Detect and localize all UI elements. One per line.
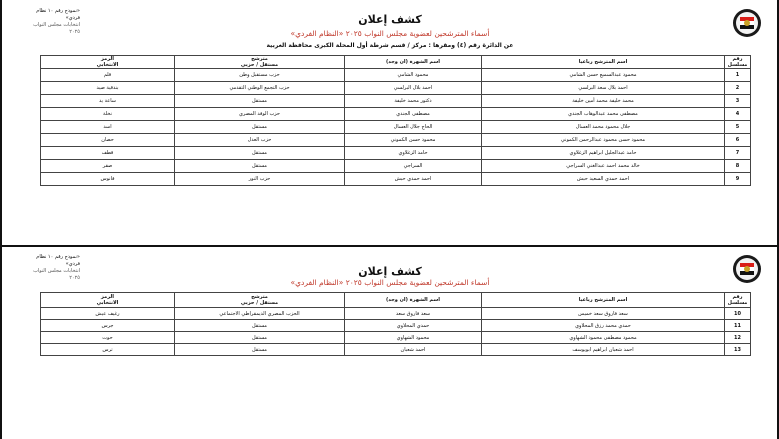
- fame-name: مصطفى الجندي: [345, 108, 482, 121]
- election-symbol: نخلة: [41, 108, 175, 121]
- table-row: [41, 95, 751, 108]
- row-num: 6: [725, 134, 751, 147]
- form-line-1: «نموذج رقم ١٠ نظام فردي»: [36, 8, 80, 21]
- candidates-table: [40, 55, 751, 186]
- table-row: [41, 134, 751, 147]
- page-border-left: [0, 0, 2, 245]
- election-symbol: حصان: [41, 134, 175, 147]
- table-row: [41, 147, 751, 160]
- egypt-emblem-icon: [733, 9, 761, 37]
- header-symbol: الرمز الانتخابي: [41, 56, 175, 69]
- party-name: مستقل: [175, 160, 345, 173]
- party-name: مستقل: [175, 121, 345, 134]
- party-name: مستقل: [175, 332, 345, 344]
- fame-name: الحاج جلال العسال: [345, 121, 482, 134]
- page-subtitle: أسماء المترشحين لعضوية مجلس النواب ٢٠٢٥ «النظام الفردي»: [290, 278, 490, 287]
- form-line-2: انتخابات مجلس النواب ٢٠٢٥: [33, 268, 80, 281]
- fame-name: السراجي: [345, 160, 482, 173]
- election-symbol: فانوس: [41, 173, 175, 186]
- table-body: [41, 308, 751, 356]
- candidate-name: خالد محمد احمد عبدالغني السراجي: [482, 160, 725, 173]
- egypt-emblem-icon: [733, 255, 761, 283]
- header-num: رقم مسلسل: [725, 56, 751, 69]
- candidate-name: احمد شعبان ابراهيم ابويوسف: [482, 344, 725, 356]
- row-num: 3: [725, 95, 751, 108]
- table-row: [41, 121, 751, 134]
- row-num: 1: [725, 69, 751, 82]
- candidate-name: جلال محمود محمد العسال: [482, 121, 725, 134]
- party-name: حزب مستقبل وطن: [175, 69, 345, 82]
- fame-name: احمد بلال البرلسي: [345, 82, 482, 95]
- document-page-2: [0, 247, 779, 439]
- table-row: [41, 69, 751, 82]
- table-body: [41, 69, 751, 186]
- election-symbol: قطف: [41, 147, 175, 160]
- table-row: [41, 320, 751, 332]
- party-name: الحزب المصري الديمقراطي الاجتماعي: [175, 308, 345, 320]
- table-row: [41, 308, 751, 320]
- candidate-name: محمود مصطفى محمود الشهاوي: [482, 332, 725, 344]
- election-symbol: اسد: [41, 121, 175, 134]
- election-symbol: صقر: [41, 160, 175, 173]
- party-name: مستقل: [175, 147, 345, 160]
- row-num: 13: [725, 344, 751, 356]
- form-line-2: انتخابات مجلس النواب ٢٠٢٥: [33, 22, 80, 35]
- table-row: [41, 344, 751, 356]
- candidate-name: محمود عبدالسميع حسن الشامي: [482, 69, 725, 82]
- page-subtitle: أسماء المترشحين لعضوية مجلس النواب ٢٠٢٥ «النظام الفردي»: [290, 29, 490, 38]
- district-info: عن الدائرة رقم (٤) ومقرها : مركز / قسم شرطة أول المحلة الكبرى محافظة الغربية: [266, 42, 514, 49]
- election-symbol: رغيف عيش: [41, 308, 175, 320]
- table-row: [41, 160, 751, 173]
- form-number-label: [30, 8, 80, 36]
- candidate-name: مصطفى محمد عبدالوهاب الجندي: [482, 108, 725, 121]
- fame-name: محمود الشهاوي: [345, 332, 482, 344]
- party-name: مستقل: [175, 344, 345, 356]
- party-name: حزب العدل: [175, 134, 345, 147]
- election-symbol: ترس: [41, 344, 175, 356]
- fame-name: حامد الزغلاوي: [345, 147, 482, 160]
- header-fame: اسم الشهرة (ان وجد): [345, 293, 482, 308]
- candidate-name: سعد فاروق سعد خميس: [482, 308, 725, 320]
- fame-name: احمد شعبان: [345, 344, 482, 356]
- fame-name: محمود حسن الكموني: [345, 134, 482, 147]
- table-row: [41, 173, 751, 186]
- header-symbol: الرمز الانتخابي: [41, 293, 175, 308]
- election-symbol: بندقية صيد: [41, 82, 175, 95]
- candidate-name: محمود حسن محمود عبدالرحمن الكموني: [482, 134, 725, 147]
- header-name: اسم المترشح رباعيا: [482, 56, 725, 69]
- header-name: اسم المترشح رباعيا: [482, 293, 725, 308]
- election-symbol: حوت: [41, 332, 175, 344]
- table-header-row: [41, 293, 751, 308]
- page-border-left: [0, 247, 2, 439]
- row-num: 5: [725, 121, 751, 134]
- row-num: 10: [725, 308, 751, 320]
- header-party: مترشح مستقل / حزبي: [175, 56, 345, 69]
- row-num: 12: [725, 332, 751, 344]
- party-name: حزب التجمع الوطني التقدمي: [175, 82, 345, 95]
- candidate-name: احمد بلال سعد البرلسي: [482, 82, 725, 95]
- row-num: 9: [725, 173, 751, 186]
- row-num: 2: [725, 82, 751, 95]
- page-title: كشف إعلان: [358, 13, 422, 26]
- row-num: 7: [725, 147, 751, 160]
- header-fame: اسم الشهرة (ان وجد): [345, 56, 482, 69]
- candidates-table: [40, 292, 751, 356]
- form-number-label: [30, 254, 80, 282]
- party-name: مستقل: [175, 320, 345, 332]
- form-line-1: «نموذج رقم ١٠ نظام فردي»: [36, 254, 80, 267]
- candidate-name: حامد عبدالجليل ابراهيم الزغلاوي: [482, 147, 725, 160]
- fame-name: محمود الشامي: [345, 69, 482, 82]
- party-name: مستقل: [175, 95, 345, 108]
- page-title: كشف إعلان: [358, 265, 422, 278]
- election-symbol: ساعة يد: [41, 95, 175, 108]
- candidate-name: محمد خليفة محمد أمين خليفة: [482, 95, 725, 108]
- fame-name: دكتور محمد خليفة: [345, 95, 482, 108]
- row-num: 11: [725, 320, 751, 332]
- fame-name: سعد فاروق سعد: [345, 308, 482, 320]
- header-party: مترشح مستقل / حزبي: [175, 293, 345, 308]
- party-name: حزب النور: [175, 173, 345, 186]
- table-row: [41, 82, 751, 95]
- election-symbol: قلم: [41, 69, 175, 82]
- party-name: حزب الوفد المصري: [175, 108, 345, 121]
- election-symbol: جرس: [41, 320, 175, 332]
- row-num: 8: [725, 160, 751, 173]
- candidate-name: حمدي محمد رزق المحلاوي: [482, 320, 725, 332]
- row-num: 4: [725, 108, 751, 121]
- header-num: رقم مسلسل: [725, 293, 751, 308]
- fame-name: حمدي المحلاوي: [345, 320, 482, 332]
- fame-name: احمد حمدي حبش: [345, 173, 482, 186]
- table-row: [41, 332, 751, 344]
- table-header-row: [41, 56, 751, 69]
- candidate-name: احمد حمدي السعيد حبش: [482, 173, 725, 186]
- table-row: [41, 108, 751, 121]
